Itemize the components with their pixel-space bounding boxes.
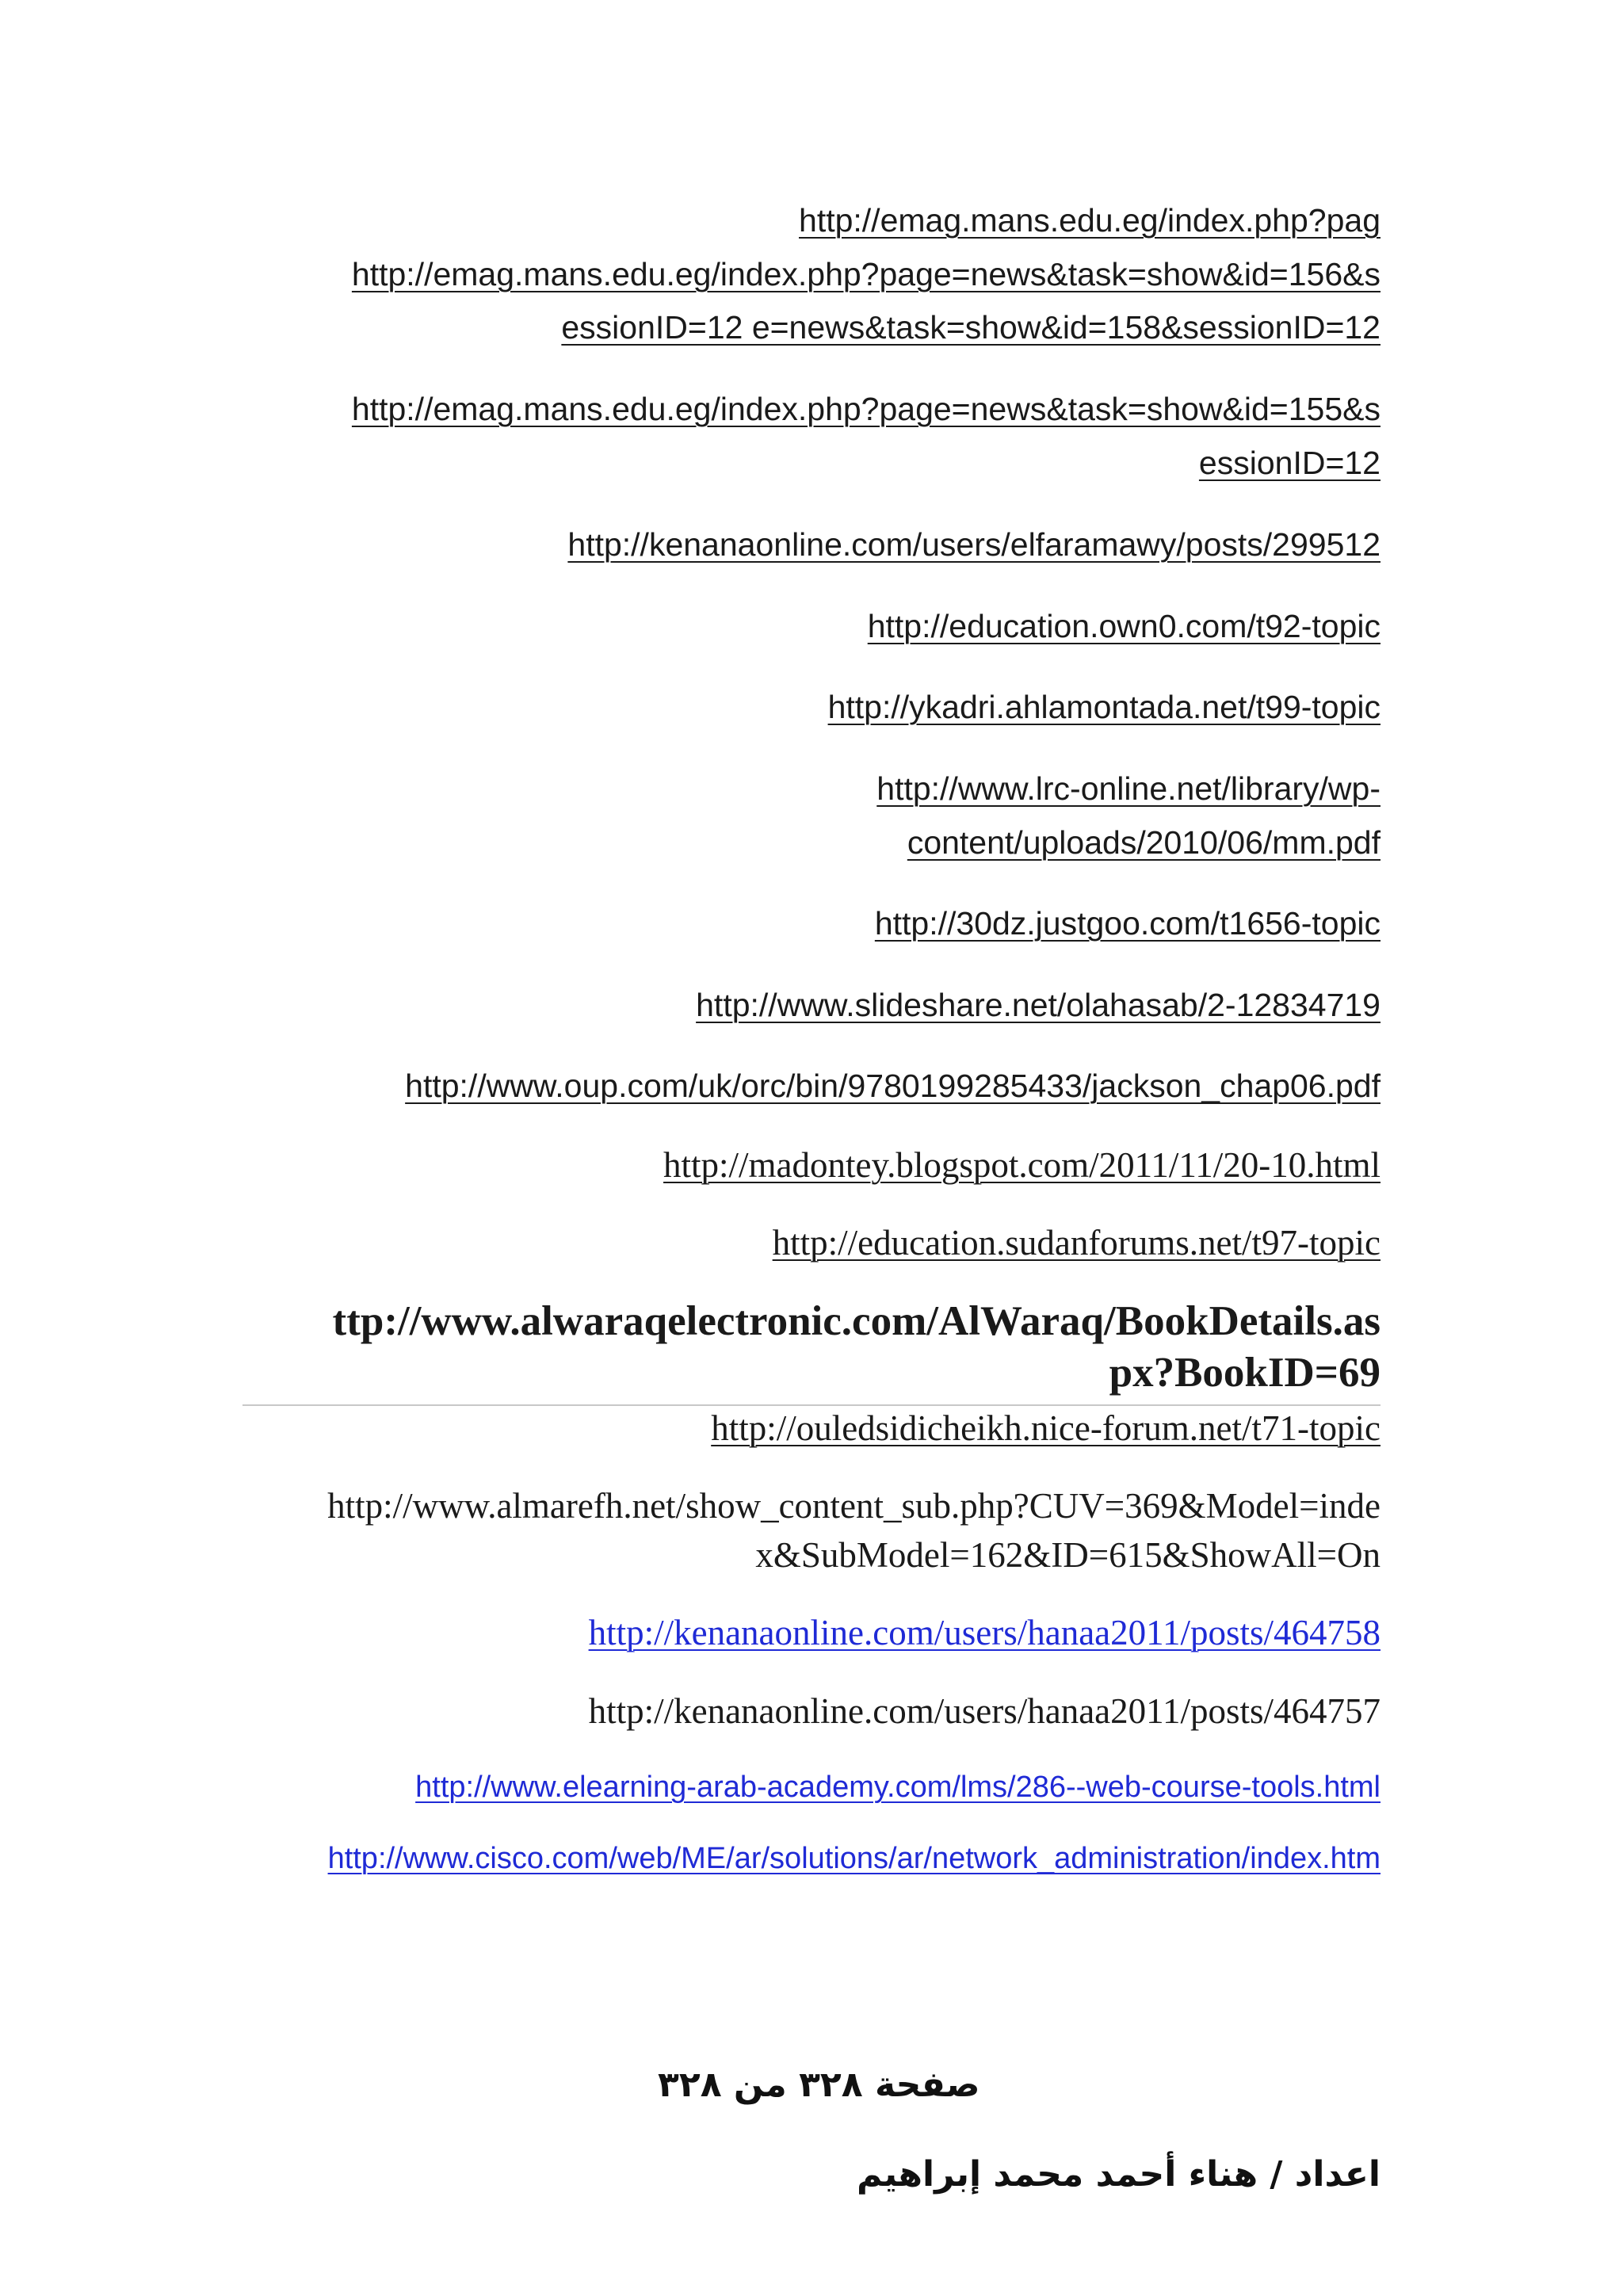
reference-link[interactable]: http://www.oup.com/uk/orc/bin/9780199285433/jackson_chap06.pdf: [405, 1068, 1381, 1104]
page-number: صفحة ٣٢٨ من ٣٢٨: [658, 2065, 980, 2105]
reference-link[interactable]: http://education.sudanforums.net/t97-topic: [772, 1223, 1381, 1263]
reference-link[interactable]: http://www.slideshare.net/olahasab/2-12834719: [696, 987, 1381, 1023]
reference-link[interactable]: essionID=12 e=news&task=show&id=158&sessionID=12: [561, 309, 1381, 346]
reference-link[interactable]: http://emag.mans.edu.eg/index.php?page=news&task=show&id=156&s: [351, 256, 1381, 292]
reference-link[interactable]: http://education.own0.com/t92-topic: [867, 608, 1381, 644]
reference-link[interactable]: http://ykadri.ahlamontada.net/t99-topic: [827, 689, 1381, 725]
reference-link[interactable]: http://www.lrc-online.net/library/wp-: [876, 770, 1381, 807]
reference-link[interactable]: http://www.elearning-arab-academy.com/lms/286--web-course-tools.html: [415, 1771, 1381, 1804]
reference-heading-line: ttp://www.alwaraqelectronic.com/AlWaraq/BookDetails.as: [332, 1298, 1381, 1344]
reference-link[interactable]: http://kenanaonline.com/users/elfaramawy/posts/299512: [567, 526, 1381, 563]
reference-link[interactable]: content/uploads/2010/06/mm.pdf: [907, 824, 1381, 861]
reference-link[interactable]: http://emag.mans.edu.eg/index.php?page=news&task=show&id=155&s: [351, 391, 1381, 427]
reference-link[interactable]: http://ouledsidicheikh.nice-forum.net/t71-topic: [711, 1408, 1381, 1448]
reference-text: http://www.almarefh.net/show_content_sub.php?CUV=369&Model=inde: [327, 1486, 1381, 1526]
reference-link[interactable]: http://emag.mans.edu.eg/index.php?pag: [799, 202, 1381, 239]
author-credit: اعداد / هناء أحمد محمد إبراهيم: [857, 2154, 1381, 2195]
reference-link[interactable]: http://kenanaonline.com/users/hanaa2011/posts/464758: [588, 1613, 1381, 1652]
reference-link[interactable]: essionID=12: [1198, 445, 1381, 481]
reference-link[interactable]: http://madontey.blogspot.com/2011/11/20-10.html: [663, 1145, 1381, 1185]
reference-text: x&SubModel=162&ID=615&ShowAll=On: [755, 1535, 1381, 1575]
horizontal-rule: [242, 1404, 1381, 1406]
reference-text: http://kenanaonline.com/users/hanaa2011/posts/464757: [588, 1691, 1381, 1731]
reference-link[interactable]: http://www.cisco.com/web/ME/ar/solutions/ar/network_administration/index.htm: [327, 1842, 1381, 1875]
reference-link[interactable]: http://30dz.justgoo.com/t1656-topic: [874, 905, 1381, 942]
reference-heading-line: px?BookID=69: [1109, 1350, 1381, 1396]
